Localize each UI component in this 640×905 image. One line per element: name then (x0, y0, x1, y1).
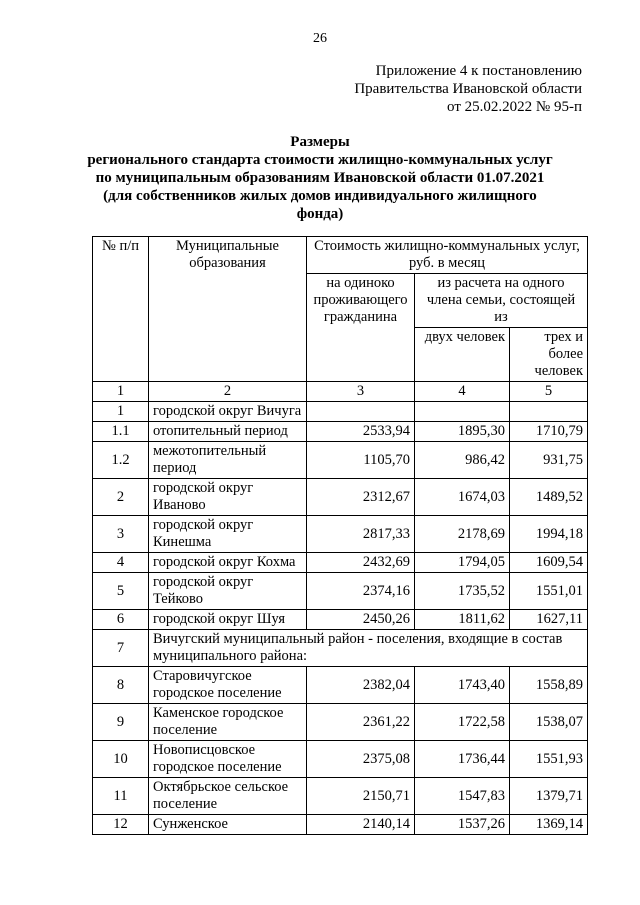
row-cost-three: 931,75 (510, 442, 588, 479)
row-municipality: городской округ Шуя (149, 610, 307, 630)
row-number: 5 (93, 573, 149, 610)
title-line: Размеры (290, 134, 350, 150)
row-number: 2 (93, 479, 149, 516)
row-number: 4 (93, 553, 149, 573)
row-number: 9 (93, 704, 149, 741)
row-cost-three: 1558,89 (510, 667, 588, 704)
appendix-line: Правительства Ивановской области (354, 81, 582, 97)
row-cost-two: 1811,62 (415, 610, 510, 630)
title-line: фонда) (296, 206, 344, 222)
col-number: 5 (510, 382, 588, 402)
row-number: 8 (93, 667, 149, 704)
row-cost-two (415, 402, 510, 422)
row-cost-single: 2374,16 (307, 573, 415, 610)
row-cost-three: 1627,11 (510, 610, 588, 630)
row-municipality: городской округ Тейково (149, 573, 307, 610)
column-numbers-row (93, 382, 588, 402)
col-number: 4 (415, 382, 510, 402)
row-cost-two: 1736,44 (415, 741, 510, 778)
row-cost-single: 2150,71 (307, 778, 415, 815)
row-municipality: городской округ Вичуга (149, 402, 307, 422)
row-cost-two: 1743,40 (415, 667, 510, 704)
title-line: (для собственников жилых домов индивидуального жилищного (103, 188, 537, 204)
row-municipality: Октябрьское сельское поселение (149, 778, 307, 815)
row-number: 3 (93, 516, 149, 553)
table-row (93, 667, 588, 704)
row-number: 7 (93, 630, 149, 667)
row-cost-three: 1551,01 (510, 573, 588, 610)
section-title: Вичугский муниципальный район - поселения, входящие в состав муниципального района: (149, 630, 588, 667)
table-row (93, 815, 588, 835)
row-municipality: Сунженское (149, 815, 307, 835)
row-number: 1.1 (93, 422, 149, 442)
row-cost-three: 1369,14 (510, 815, 588, 835)
row-number: 10 (93, 741, 149, 778)
header-per-member: из расчета на одного члена семьи, состоящей из (415, 274, 588, 328)
appendix-line: Приложение 4 к постановлению (375, 63, 582, 79)
table-row (93, 516, 588, 553)
row-cost-single: 2375,08 (307, 741, 415, 778)
row-municipality: межотопительный период (149, 442, 307, 479)
table-row (93, 442, 588, 479)
row-municipality: Каменское городское поселение (149, 704, 307, 741)
row-cost-two: 1895,30 (415, 422, 510, 442)
row-cost-three: 1379,71 (510, 778, 588, 815)
table-row (93, 573, 588, 610)
table-row (93, 422, 588, 442)
table-row (93, 402, 588, 422)
appendix-line: от 25.02.2022 № 95-п (447, 99, 582, 115)
table-row (93, 479, 588, 516)
table-row (93, 610, 588, 630)
row-cost-single: 2432,69 (307, 553, 415, 573)
document-title (60, 133, 580, 223)
row-cost-single: 1105,70 (307, 442, 415, 479)
row-cost-two: 1794,05 (415, 553, 510, 573)
row-cost-single: 2817,33 (307, 516, 415, 553)
col-number: 1 (93, 382, 149, 402)
row-municipality: городской округ Иваново (149, 479, 307, 516)
col-number: 3 (307, 382, 415, 402)
row-cost-single: 2140,14 (307, 815, 415, 835)
row-cost-single: 2382,04 (307, 667, 415, 704)
header-municipality: Муниципальные образования (149, 237, 307, 382)
header-three: трех и более человек (510, 328, 588, 382)
cost-table (92, 236, 588, 835)
row-cost-three (510, 402, 588, 422)
row-number: 1.2 (93, 442, 149, 479)
row-municipality: Старовичугское городское поселение (149, 667, 307, 704)
row-cost-three: 1994,18 (510, 516, 588, 553)
row-cost-single: 2450,26 (307, 610, 415, 630)
table-header-row (93, 237, 588, 274)
page-number: 26 (313, 31, 327, 46)
table-row (93, 778, 588, 815)
row-cost-two: 1537,26 (415, 815, 510, 835)
row-cost-three: 1551,93 (510, 741, 588, 778)
row-cost-three: 1489,52 (510, 479, 588, 516)
col-number: 2 (149, 382, 307, 402)
row-number: 1 (93, 402, 149, 422)
row-cost-single (307, 402, 415, 422)
row-cost-two: 1674,03 (415, 479, 510, 516)
row-number: 12 (93, 815, 149, 835)
row-cost-two: 2178,69 (415, 516, 510, 553)
title-line: регионального стандарта стоимости жилищно-коммунальных услуг (87, 152, 553, 168)
row-cost-three: 1538,07 (510, 704, 588, 741)
table-row (93, 553, 588, 573)
row-municipality: городской округ Кинешма (149, 516, 307, 553)
row-municipality: Новописцовское городское поселение (149, 741, 307, 778)
row-cost-single: 2533,94 (307, 422, 415, 442)
section-row (93, 630, 588, 667)
row-municipality: городской округ Кохма (149, 553, 307, 573)
header-num: № п/п (93, 237, 149, 382)
row-cost-two: 1722,58 (415, 704, 510, 741)
header-two: двух человек (415, 328, 510, 382)
row-cost-two: 1547,83 (415, 778, 510, 815)
row-municipality: отопительный период (149, 422, 307, 442)
row-cost-two: 986,42 (415, 442, 510, 479)
row-cost-two: 1735,52 (415, 573, 510, 610)
row-number: 11 (93, 778, 149, 815)
row-number: 6 (93, 610, 149, 630)
title-line: по муниципальным образованиям Ивановской области 01.07.2021 (95, 170, 545, 186)
table-row (93, 704, 588, 741)
header-single: на одиноко проживающего гражданина (307, 274, 415, 382)
header-cost: Стоимость жилищно-коммунальных услуг, руб. в месяц (307, 237, 588, 274)
row-cost-three: 1710,79 (510, 422, 588, 442)
row-cost-three: 1609,54 (510, 553, 588, 573)
row-cost-single: 2361,22 (307, 704, 415, 741)
row-cost-single: 2312,67 (307, 479, 415, 516)
appendix-note (354, 62, 582, 116)
table-row (93, 741, 588, 778)
